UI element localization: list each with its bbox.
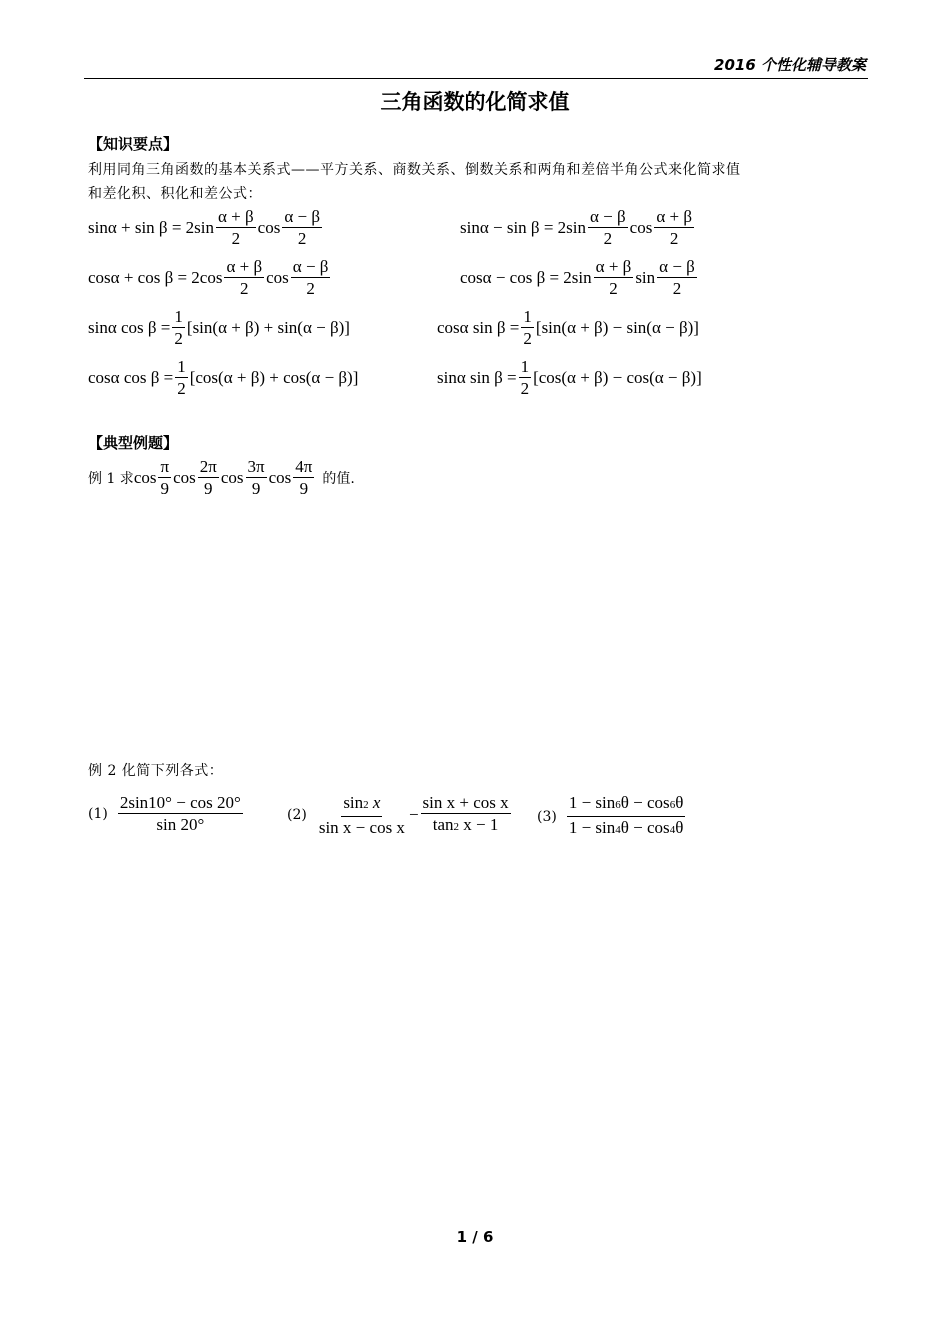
formula-text: [cos(α + β) − cos(α − β)] xyxy=(533,367,702,387)
fraction: $\frac{\alpha - \beta}{2}$ xyxy=(284,207,320,248)
part-label: (1) xyxy=(88,805,108,822)
example-2-part-2 xyxy=(287,793,513,837)
fraction: $\frac{4\pi}{9}$ xyxy=(295,457,313,498)
example-2-prompt: 例 2 化简下列各式： xyxy=(88,763,224,779)
formula-text: cosα − cos β = 2sin xyxy=(460,267,592,287)
example-1 xyxy=(88,457,355,498)
fraction: $\frac{\sin 2 x}{\text{sin x − cos x}}$ xyxy=(318,793,405,837)
formula-text: cos xyxy=(266,267,289,287)
section-examples: 【典型例题】 xyxy=(88,434,179,452)
formula-product-to-sum-4 xyxy=(437,357,702,398)
cos-text: cos xyxy=(133,467,157,487)
fraction: $\frac{1}{2}$ xyxy=(177,357,186,398)
formula-sum-to-product-3 xyxy=(88,257,332,298)
fraction: $\frac{1}{2}$ xyxy=(174,307,183,348)
header-text: 2016 个性化辅导教案 xyxy=(714,56,866,74)
cos-text: cos xyxy=(173,467,196,487)
formula-text: sin xyxy=(635,267,656,287)
formula-text: cosα cos β = xyxy=(88,367,174,387)
example-2-part-1 xyxy=(88,793,245,834)
example-1-suffix: 的值. xyxy=(322,470,355,487)
formula-product-to-sum-2 xyxy=(437,307,699,348)
fraction: $\frac{\alpha - \beta}{2}$ xyxy=(659,257,695,298)
formula-text: [sin(α + β) + sin(α − β)] xyxy=(186,317,350,337)
fraction: $\frac{\alpha - \beta}{2}$ xyxy=(590,207,626,248)
cos-text: cos xyxy=(268,467,292,487)
part-label: (2) xyxy=(287,807,307,823)
formula-sum-to-product-4 xyxy=(460,257,699,298)
formula-text: [sin(α + β) − sin(α − β)] xyxy=(535,317,699,337)
fraction: $\frac{\alpha + \beta}{2}$ xyxy=(218,207,254,248)
minus-sign: − xyxy=(408,805,419,824)
knowledge-line-2: 和差化积、积化和差公式： xyxy=(88,186,262,202)
fraction: $\frac{2\pi}{9}$ xyxy=(199,457,217,498)
formula-sum-to-product-1 xyxy=(88,207,324,248)
fraction: $\frac{\text{sin x + cos x}}{\tan 2 x - 1}$ xyxy=(422,793,509,834)
formula-text: cosα sin β = xyxy=(437,317,520,337)
fraction: $\frac{\alpha + \beta}{2}$ xyxy=(595,257,632,298)
fraction: $\frac{\alpha + \beta}{2}$ xyxy=(656,207,692,248)
fraction: $\frac{3\pi}{9}$ xyxy=(247,457,265,498)
fraction: $\frac{1}{2}$ xyxy=(520,357,530,398)
formula-text: sinα + sin β = 2sin xyxy=(88,217,214,237)
formula-product-to-sum-1 xyxy=(88,307,350,348)
formula-text: [cos(α + β) + cos(α − β)] xyxy=(189,367,359,387)
example-1-prefix: 例 1 求 xyxy=(88,470,134,487)
fraction: $\frac{\pi}{9}$ xyxy=(160,457,170,498)
formula-product-to-sum-3 xyxy=(88,357,358,398)
fraction: $\frac{\alpha + \beta}{2}$ xyxy=(226,257,263,298)
formula-text: sinα sin β = xyxy=(437,367,517,387)
part-label: (3) xyxy=(537,808,557,825)
fraction: $\frac{\alpha - \beta}{2}$ xyxy=(292,257,329,298)
formula-text: cosα + cos β = 2cos xyxy=(88,267,223,287)
formula-text: cos xyxy=(629,217,653,237)
fraction: $\frac{1}{2}$ xyxy=(523,307,532,348)
formula-text: sinα cos β = xyxy=(88,317,171,337)
section-knowledge: 【知识要点】 xyxy=(88,135,179,153)
cos-text: cos xyxy=(220,467,244,487)
formula-text: cos xyxy=(257,217,281,237)
knowledge-line-1: 利用同角三角函数的基本关系式——平方关系、商数关系、倒数关系和两角和差倍半角公式来化简求值 xyxy=(88,162,741,178)
page-title: 三角函数的化简求值 xyxy=(380,90,570,114)
fraction: $\frac{1 - \sin 6\theta - \cos 6\theta}{1 - \sin 4\theta - \cos 4\theta}$ xyxy=(568,793,684,837)
header-rule xyxy=(84,78,868,79)
fraction: $\frac{2\sin 10^\circ - \cos 20^\circ}{\sin 20^\circ}$ xyxy=(119,793,241,834)
page-number: 1 / 6 xyxy=(456,1228,494,1246)
example-2-part-3 xyxy=(537,793,687,840)
formula-text: sinα − sin β = 2sin xyxy=(460,217,586,237)
formula-sum-to-product-2 xyxy=(460,207,696,248)
